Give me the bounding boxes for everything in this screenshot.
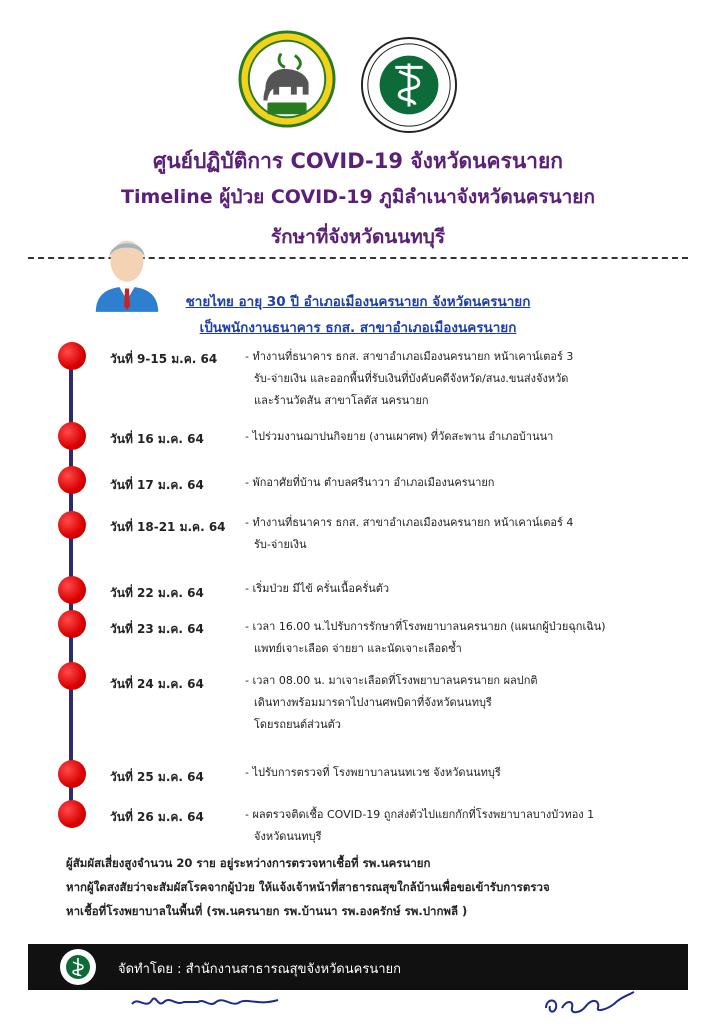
nakhon-nayok-province-logo [238, 30, 336, 128]
timeline-date: วันที่ 18-21 ม.ค. 64 [110, 520, 226, 534]
footer-credit: จัดทำโดย : สำนักงานสาธารณสุขจังหวัดนครนายก [118, 962, 401, 977]
timeline-date: วันที่ 22 ม.ค. 64 [110, 586, 204, 600]
timeline-description-line: และร้านวัดสัน สาขาโลตัส นครนายก [254, 394, 429, 407]
timeline-dot [58, 511, 86, 539]
contact-notes [66, 851, 686, 923]
timeline-dot [58, 800, 86, 828]
timeline-description-line: - เวลา 16.00 น.ไปรับการรักษาที่โรงพยาบาลนครนายก (แผนกผู้ป่วยฉุกเฉิน) [245, 620, 606, 633]
timeline-description-line: เดินทางพร้อมมารดาไปงานศพบิดาที่จังหวัดนนทบุรี [254, 696, 492, 709]
page-subtitle: Timeline ผู้ป่วย COVID-19 ภูมิลำเนาจังหวัดนครนายก [121, 186, 595, 208]
timeline-description-line: - ทำงานที่ธนาคาร ธกส. สาขาอำเภอเมืองนครนายก หน้าเคาน์เตอร์ 3 [245, 350, 574, 363]
timeline-date: วันที่ 25 ม.ค. 64 [110, 770, 204, 784]
timeline-dot [58, 610, 86, 638]
timeline-description-line: - ไปรับการตรวจที่ โรงพยาบาลนนทเวช จังหวัดนนทบุรี [245, 766, 501, 779]
timeline-description-line: โดยรถยนต์ส่วนตัว [254, 718, 341, 731]
timeline-dot [58, 466, 86, 494]
timeline-description-line: จังหวัดนนทบุรี [254, 830, 322, 843]
timeline-dot [58, 662, 86, 690]
timeline-date: วันที่ 24 ม.ค. 64 [110, 677, 204, 691]
timeline-description [245, 762, 685, 784]
patient-info-line-1: ชายไทย อายุ 30 ปี อำเภอเมืองนครนายก จังหวัดนครนายก [185, 294, 531, 310]
timeline-dot [58, 422, 86, 450]
ministry-of-public-health-logo [360, 36, 458, 134]
patient-info-line-2: เป็นพนักงานธนาคาร ธกส. สาขาอำเภอเมืองนครนายก [199, 320, 517, 336]
timeline-description-line: - พักอาศัยที่บ้าน ตำบลศรีนาวา อำเภอเมืองนครนายก [245, 476, 495, 489]
handwritten-signature [540, 988, 640, 1016]
page-title: ศูนย์ปฏิบัติการ COVID-19 จังหวัดนครนายก [152, 149, 563, 173]
timeline-description-line: - เริ่มป่วย มีไข้ ครั่นเนื้อครั่นตัว [245, 582, 390, 595]
timeline-dot [58, 760, 86, 788]
page-subtitle-treatment-location: รักษาที่จังหวัดนนทบุรี [270, 226, 446, 248]
timeline-description-line: แพทย์เจาะเลือด จ่ายยา และนัดเจาะเลือดซ้ำ [254, 642, 462, 655]
timeline-description [245, 804, 685, 848]
footer-bar [28, 944, 688, 990]
timeline-description-line: - ผลตรวจติดเชื้อ COVID-19 ถูกส่งตัวไปแยกกักที่โรงพยาบาลบางบัวทอง 1 [245, 808, 595, 821]
ministry-of-public-health-logo [58, 947, 98, 987]
timeline-description [245, 670, 685, 736]
contact-note-line: หากผู้ใดสงสัยว่าจะสัมผัสโรคจากผู้ป่วย ให้แจ้งเจ้าหน้าที่สาธารณสุขใกล้บ้านเพื่อขอเข้ารับการตรวจ [66, 880, 550, 894]
timeline-description [245, 616, 685, 660]
timeline-date: วันที่ 16 ม.ค. 64 [110, 432, 204, 446]
timeline-description [245, 346, 685, 412]
handwritten-signature [128, 990, 288, 1016]
timeline-date: วันที่ 9-15 ม.ค. 64 [110, 352, 218, 366]
timeline-date: วันที่ 17 ม.ค. 64 [110, 478, 204, 492]
timeline-date: วันที่ 23 ม.ค. 64 [110, 622, 204, 636]
timeline-dot [58, 576, 86, 604]
timeline-description-line: รับ-จ่ายเงิน [254, 538, 307, 551]
timeline-description [245, 578, 685, 600]
contact-note-line: ผู้สัมผัสเสี่ยงสูงจำนวน 20 ราย อยู่ระหว่างการตรวจหาเชื้อที่ รพ.นครนายก [66, 856, 431, 870]
timeline-description-line: รับ-จ่ายเงิน และออกพื้นที่รับเงินที่บังคับคดีจังหวัด/สนง.ขนส่งจังหวัด [254, 372, 569, 385]
timeline-description [245, 472, 685, 494]
timeline-description [245, 512, 685, 556]
timeline-description-line: - เวลา 08.00 น. มาเจาะเลือดที่โรงพยาบาลนครนายก ผลปกติ [245, 674, 538, 687]
contact-note-line: หาเชื้อที่โรงพยาบาลในพื้นที่ (รพ.นครนายก รพ.บ้านนา รพ.องครักษ์ รพ.ปากพลี ) [66, 904, 468, 918]
timeline-description [245, 426, 685, 448]
timeline-date: วันที่ 26 ม.ค. 64 [110, 810, 204, 824]
timeline-description-line: - ทำงานที่ธนาคาร ธกส. สาขาอำเภอเมืองนครนายก หน้าเคาน์เตอร์ 4 [245, 516, 574, 529]
timeline-description-line: - ไปร่วมงานฌาปนกิจยาย (งานเผาศพ) ที่วัดสะพาน อำเภอบ้านนา [245, 430, 554, 443]
timeline-dot [58, 342, 86, 370]
